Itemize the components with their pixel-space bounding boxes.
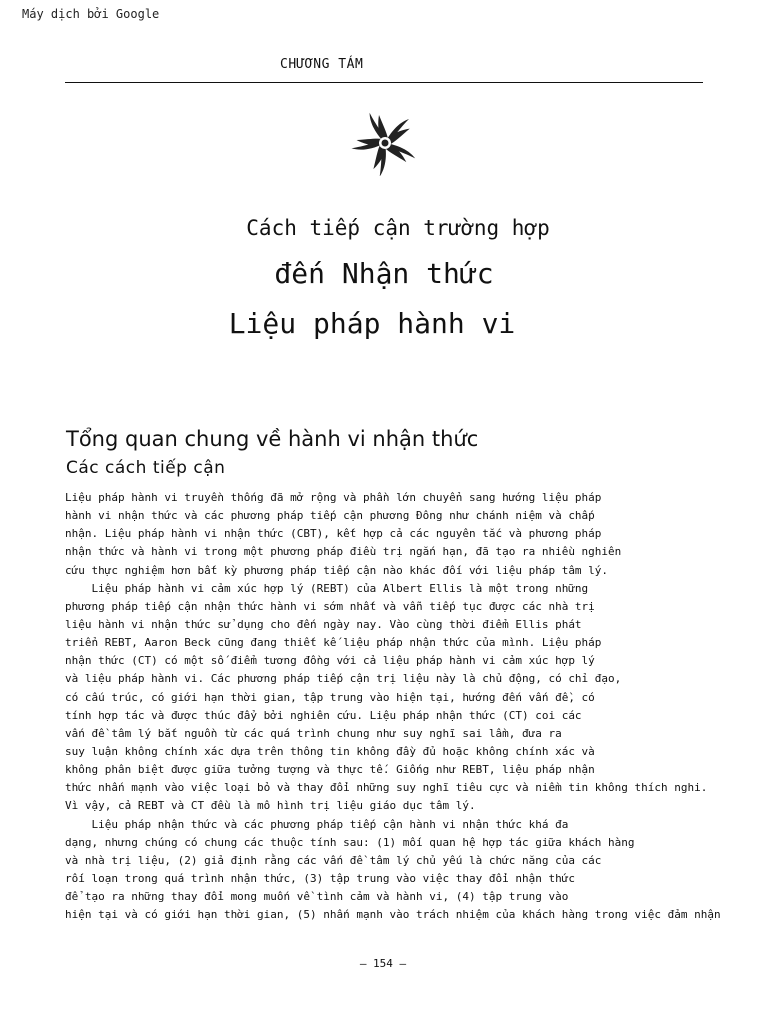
header-divider <box>65 82 703 83</box>
body-line: vấn đề tâm lý bắt nguồn từ các quá trình chung như suy nghĩ sai lầm, đưa ra <box>65 726 562 740</box>
chapter-title-line-1: Cách tiếp cận trường hợp <box>246 216 550 240</box>
body-line: triển REBT, Aaron Beck cũng đang thiết kế liệu pháp nhận thức của mình. Liệu pháp <box>65 636 602 650</box>
google-translate-notice: Máy dịch bởi Google <box>22 7 160 21</box>
body-line: Liệu pháp hành vi cảm xúc hợp lý (REBT) của Albert Ellis là một trong những <box>65 581 589 595</box>
body-line: suy luận không chính xác dựa trên thông tin không đầy đủ hoặc không chính xác và <box>65 744 595 758</box>
body-line: hiện tại và có giới hạn thời gian, (5) nhấn mạnh vào trách nhiệm của khách hàng trong việc đảm nhận <box>65 908 721 922</box>
body-line: dạng, nhưng chúng có chung các thuộc tính sau: (1) mối quan hệ hợp tác giữa khách hàng <box>65 835 635 849</box>
body-line: Vì vậy, cả REBT và CT đều là mô hình trị liệu giáo dục tâm lý. <box>65 799 476 813</box>
body-line: nhận. Liệu pháp hành vi nhận thức (CBT), kết hợp cả các nguyên tắc và phương pháp <box>65 527 602 541</box>
section-heading: Tổng quan chung về hành vi nhận thức <box>66 427 479 451</box>
chapter-title-line-2: đến Nhận thức <box>274 257 494 290</box>
body-line: phương pháp tiếp cận nhận thức hành vi sớm nhất và vẫn tiếp tục được các nhà trị <box>65 599 595 613</box>
body-text <box>65 489 768 924</box>
body-line: có cấu trúc, có giới hạn thời gian, tập trung vào hiện tại, hướng đến vấn đề, có <box>65 690 595 704</box>
body-line: rối loạn trong quá trình nhận thức, (3) tập trung vào việc thay đổi nhận thức <box>65 871 575 885</box>
body-line: không phân biệt được giữa tưởng tượng và thực tế. Giống như REBT, liệu pháp nhận <box>65 763 595 777</box>
section-subheading: Các cách tiếp cận <box>66 458 226 478</box>
body-line: và liệu pháp hành vi. Các phương pháp tiếp cận trị liệu này là chủ động, có chỉ đạo, <box>65 672 622 686</box>
body-line: và nhà trị liệu, (2) giả định rằng các vấn đề tâm lý chủ yếu là chức năng của các <box>65 853 602 867</box>
body-line: nhận thức (CT) có một số điểm tương đồng với cả liệu pháp hành vi cảm xúc hợp lý <box>65 654 595 668</box>
body-line: cứu thực nghiệm hơn bất kỳ phương pháp tiếp cận nào khác đối với liệu pháp tâm lý. <box>65 563 609 577</box>
body-line: Liệu pháp nhận thức và các phương pháp tiếp cận hành vi nhận thức khá đa <box>65 817 569 831</box>
chapter-title-line-3: Liệu pháp hành vi <box>228 307 516 340</box>
pinwheel-flower-ornament-icon <box>346 110 424 176</box>
chapter-label: CHƯƠNG TÁM <box>280 57 364 72</box>
body-line: tính hợp tác và được thúc đẩy bởi nghiên cứu. Liệu pháp nhận thức (CT) coi các <box>65 708 582 722</box>
body-line: thức nhấn mạnh vào việc loại bỏ và thay đổi những suy nghĩ tiêu cực và niềm tin không thích nghi. <box>65 781 708 795</box>
body-line: liệu hành vi nhận thức sử dụng cho đến ngày nay. Vào cùng thời điểm Ellis phát <box>65 617 582 631</box>
page-number: – 154 – <box>359 957 407 970</box>
body-line: nhận thức và hành vi trong một phương pháp điều trị ngắn hạn, đã tạo ra nhiều nghiên <box>65 545 622 559</box>
body-line: hành vi nhận thức và các phương pháp tiếp cận phương Đông như chánh niệm và chấp <box>65 509 595 523</box>
body-line: để tạo ra những thay đổi mong muốn về tình cảm và hành vi, (4) tập trung vào <box>65 890 569 904</box>
body-line: Liệu pháp hành vi truyền thống đã mở rộng và phần lớn chuyển sang hướng liệu pháp <box>65 491 602 504</box>
